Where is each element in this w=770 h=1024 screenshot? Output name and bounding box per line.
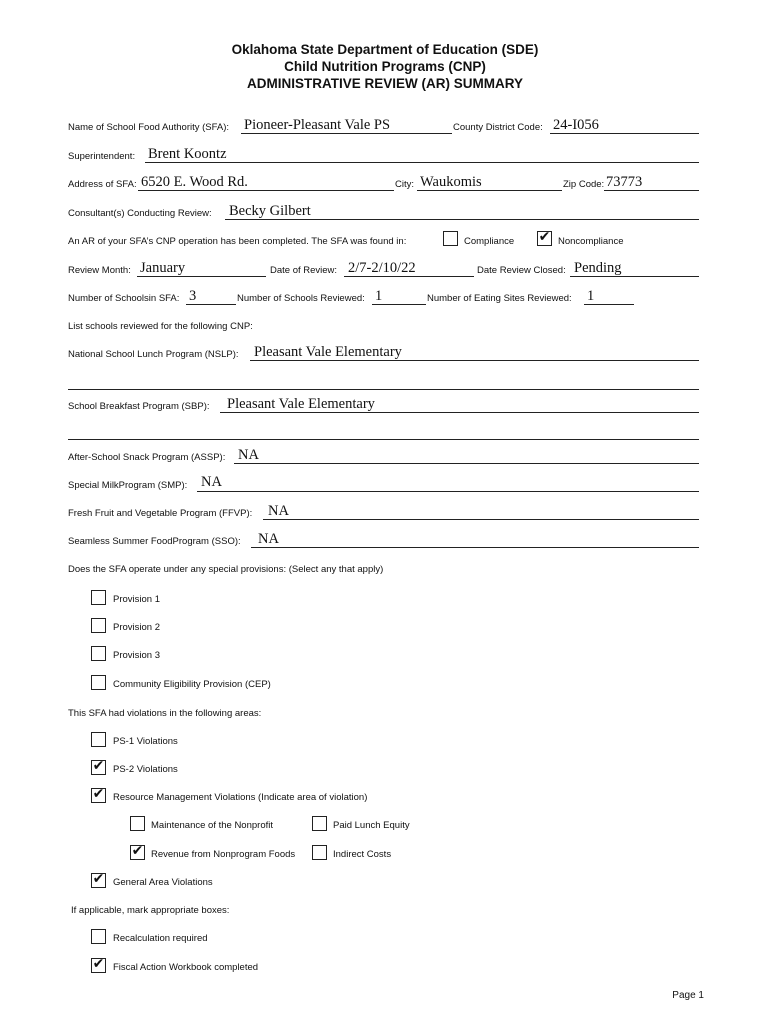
provision-1-checkbox[interactable] — [91, 590, 106, 605]
form-title-program: Child Nutrition Programs (CNP) — [284, 59, 486, 74]
assp-field[interactable] — [234, 447, 699, 464]
zip-label: Zip Code: — [563, 179, 605, 190]
compliance-question: An AR of your SFA’s CNP operation has been completed. The SFA was found in: — [68, 236, 407, 247]
review-month-value: January — [140, 260, 186, 276]
form-title-agency: Oklahoma State Department of Education (SDE) — [231, 42, 539, 57]
consultant-label: Consultant(s) Conducting Review: — [68, 208, 212, 219]
num-schools-value: 3 — [189, 288, 197, 304]
ps2-checkbox[interactable] — [91, 760, 106, 775]
ffvp-label: Fresh Fruit and Vegetable Program (FFVP): — [68, 508, 253, 519]
assp-value: NA — [238, 447, 259, 463]
sfa-name-label: Name of School Food Authority (SFA): — [68, 122, 230, 133]
recalculation-label: Recalculation required — [113, 933, 208, 944]
superintendent-field[interactable] — [145, 146, 699, 163]
paid-lunch-equity-checkbox[interactable] — [312, 816, 327, 831]
address-value: 6520 E. Wood Rd. — [141, 174, 248, 190]
num-reviewed-label: Number of Schools Reviewed: — [237, 293, 365, 304]
list-schools-label: List schools reviewed for the following CNP: — [68, 321, 253, 332]
provision-2-checkbox[interactable] — [91, 618, 106, 633]
smp-field[interactable] — [197, 475, 699, 492]
compliance-checkbox[interactable] — [443, 231, 458, 246]
num-reviewed-value: 1 — [375, 288, 383, 304]
smp-value: NA — [201, 474, 222, 490]
violations-question: This SFA had violations in the following areas: — [68, 708, 262, 719]
cep-checkbox[interactable] — [91, 675, 106, 690]
general-area-label: General Area Violations — [113, 877, 213, 888]
date-closed-value: Pending — [574, 260, 622, 276]
ffvp-field[interactable] — [263, 503, 699, 520]
county-code-label: County District Code: — [453, 122, 543, 133]
provision-3-label: Provision 3 — [113, 650, 160, 661]
num-sites-value: 1 — [587, 288, 595, 304]
sfa-name-value: Pioneer-Pleasant Vale PS — [244, 117, 391, 133]
check-mark-icon: ✔ — [92, 758, 105, 774]
sso-value: NA — [258, 531, 279, 547]
smp-label: Special MilkProgram (SMP): — [68, 480, 188, 491]
city-value: Waukomis — [420, 174, 482, 190]
indirect-costs-checkbox[interactable] — [312, 845, 327, 860]
consultant-value: Becky Gilbert — [229, 203, 311, 219]
sso-field[interactable] — [251, 531, 699, 548]
num-sites-label: Number of Eating Sites Reviewed: — [427, 293, 572, 304]
indirect-costs-label: Indirect Costs — [333, 849, 392, 860]
paid-lunch-equity-label: Paid Lunch Equity — [333, 820, 410, 831]
check-mark-icon: ✔ — [538, 229, 551, 245]
superintendent-label: Superintendent: — [68, 151, 136, 162]
maintenance-nonprofit-label: Maintenance of the Nonprofit — [151, 820, 273, 831]
assp-label: After-School Snack Program (ASSP): — [68, 452, 226, 463]
general-area-checkbox[interactable] — [91, 873, 106, 888]
date-of-review-label: Date of Review: — [270, 265, 338, 276]
noncompliance-label: Noncompliance — [558, 236, 624, 247]
provision-2-label: Provision 2 — [113, 622, 160, 633]
check-mark-icon: ✔ — [131, 843, 144, 859]
city-label: City: — [395, 179, 414, 190]
provision-1-label: Provision 1 — [113, 594, 160, 605]
cep-label: Community Eligibility Provision (CEP) — [113, 679, 271, 690]
date-of-review-value: 2/7-2/10/22 — [348, 260, 416, 276]
recalculation-checkbox[interactable] — [91, 929, 106, 944]
ps1-label: PS-1 Violations — [113, 736, 178, 747]
check-mark-icon: ✔ — [92, 786, 105, 802]
resource-management-label: Resource Management Violations (Indicate area of violation) — [113, 792, 368, 803]
fiscal-action-checkbox[interactable] — [91, 958, 106, 973]
sbp-label: School Breakfast Program (SBP): — [68, 401, 210, 412]
fiscal-action-label: Fiscal Action Workbook completed — [113, 962, 259, 973]
address-label: Address of SFA: — [68, 179, 137, 190]
ps2-label: PS-2 Violations — [113, 764, 178, 775]
revenue-nonprogram-checkbox[interactable] — [130, 845, 145, 860]
review-month-label: Review Month: — [68, 265, 131, 276]
superintendent-value: Brent Koontz — [148, 146, 227, 162]
provision-3-checkbox[interactable] — [91, 646, 106, 661]
form-title-summary: ADMINISTRATIVE REVIEW (AR) SUMMARY — [247, 76, 523, 91]
provisions-question: Does the SFA operate under any special provisions: (Select any that apply) — [68, 564, 384, 575]
check-mark-icon: ✔ — [92, 871, 105, 887]
ffvp-value: NA — [268, 503, 289, 519]
noncompliance-checkbox[interactable] — [537, 231, 552, 246]
nslp-value: Pleasant Vale Elementary — [254, 344, 402, 360]
county-code-value: 24-I056 — [553, 117, 599, 133]
ps1-checkbox[interactable] — [91, 732, 106, 747]
revenue-nonprogram-label: Revenue from Nonprogram Foods — [151, 849, 296, 860]
page-number: Page 1 — [672, 990, 704, 1001]
sso-label: Seamless Summer FoodProgram (SSO): — [68, 536, 241, 547]
resource-management-checkbox[interactable] — [91, 788, 106, 803]
check-mark-icon: ✔ — [92, 956, 105, 972]
date-closed-label: Date Review Closed: — [477, 265, 566, 276]
sbp-continuation-line[interactable] — [68, 438, 699, 440]
nslp-continuation-line[interactable] — [68, 388, 699, 390]
nslp-label: National School Lunch Program (NSLP): — [68, 349, 239, 360]
applicable-question: If applicable, mark appropriate boxes: — [71, 905, 230, 916]
maintenance-nonprofit-checkbox[interactable] — [130, 816, 145, 831]
zip-value: 73773 — [606, 174, 643, 190]
sbp-value: Pleasant Vale Elementary — [227, 396, 375, 412]
num-schools-label: Number of Schoolsin SFA: — [68, 293, 180, 304]
compliance-label: Compliance — [464, 236, 515, 247]
